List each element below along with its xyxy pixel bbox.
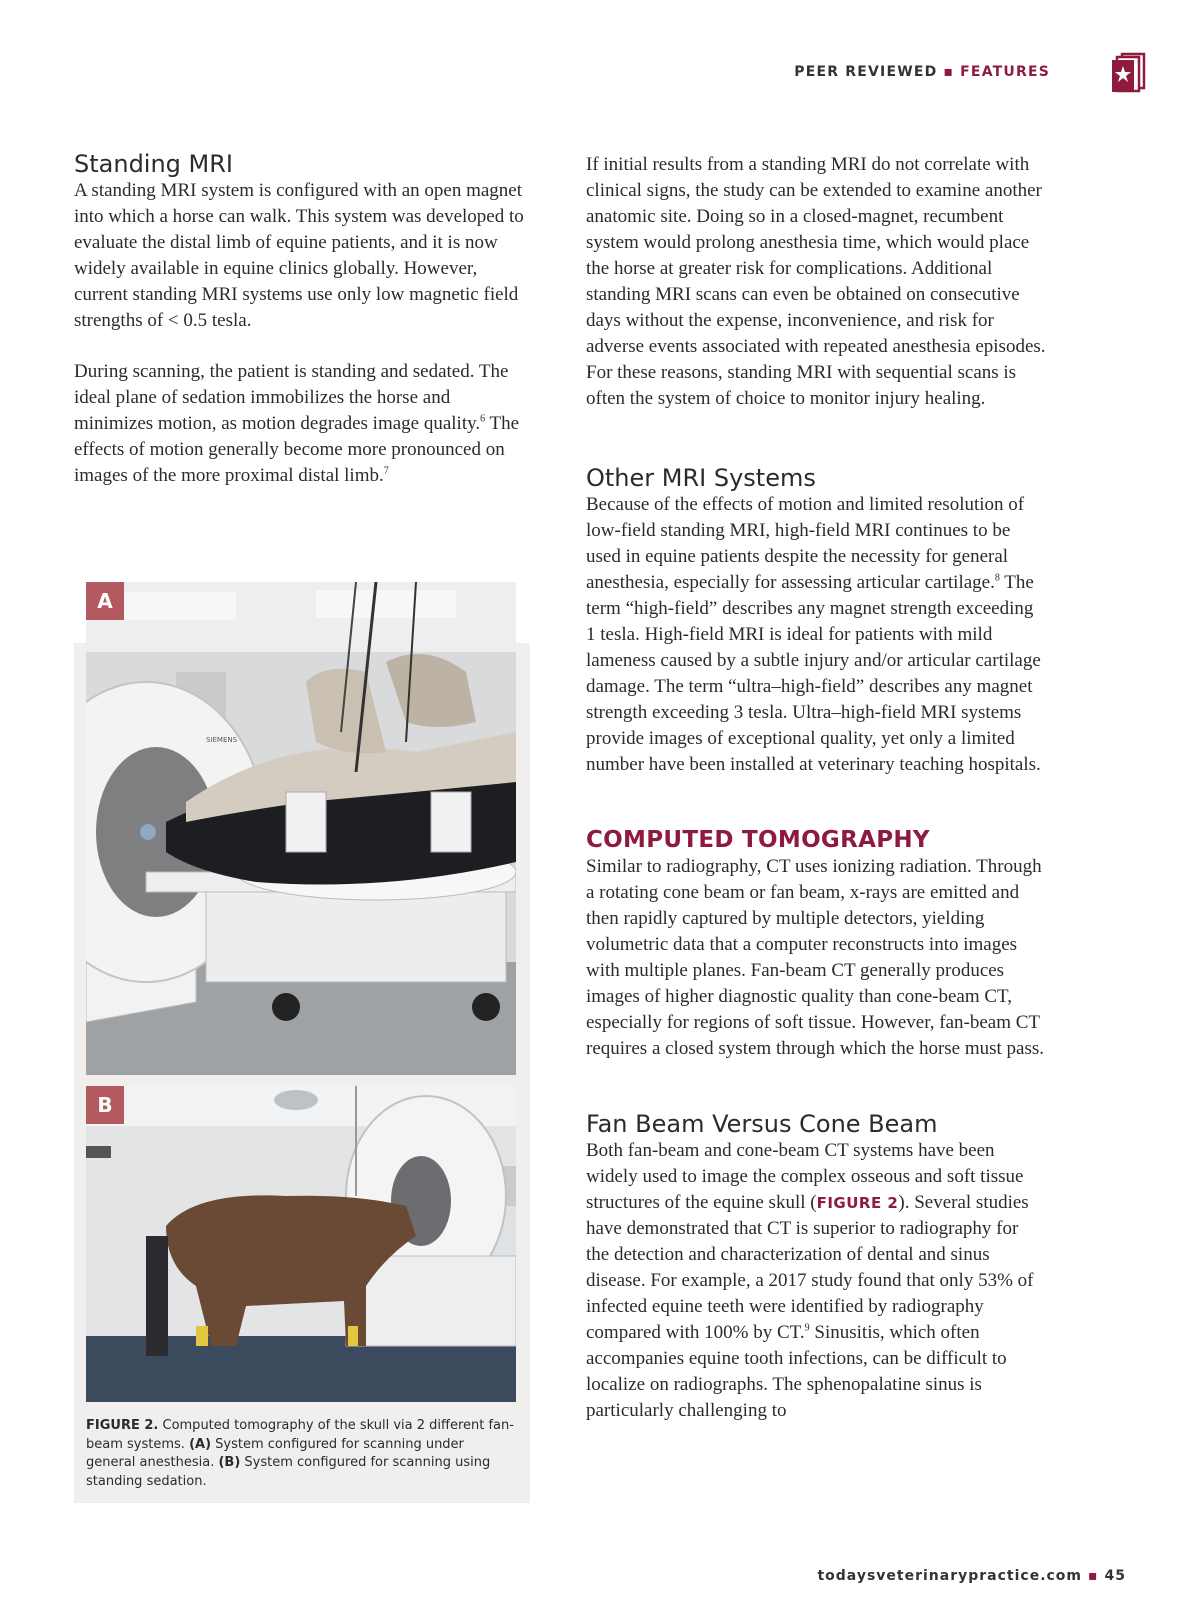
computed-tomography-paragraph: Similar to radiography, CT uses ionizing radiation. Through a rotating cone beam or fan beam, x-rays are emitted and then rapidly captured by multiple detectors, yielding volumetric data that a computer reconstructs into images with multiple planes. Fan-beam CT generally produces images of higher diagnostic quality than cone-beam CT, especially for regions of soft tissue. However, fan-beam CT requires a closed system through which the horse must pass. — [586, 856, 1045, 1059]
figure-2-link[interactable]: FIGURE 2 — [816, 1194, 899, 1212]
footer-site: todaysveterinarypractice.com — [817, 1568, 1083, 1584]
caption-label: FIGURE 2. — [86, 1418, 159, 1433]
page-footer — [817, 1568, 1126, 1584]
fan-vs-cone-heading: Fan Beam Versus Cone Beam — [586, 1110, 938, 1138]
peer-reviewed-book-icon — [1108, 52, 1148, 94]
header-section: PEER REVIEWED — [794, 64, 938, 80]
figure-photo-b — [86, 1086, 516, 1402]
header-category: FEATURES — [960, 64, 1050, 80]
other-mri-heading: Other MRI Systems — [586, 464, 816, 492]
ref-6: 6 — [480, 413, 486, 425]
standing-mri-heading: Standing MRI — [74, 150, 233, 178]
ct-standing-illustration — [86, 1086, 516, 1402]
standing-mri-paragraph-1: A standing MRI system is configured with an open magnet into which a horse can walk. This system was developed to evaluate the distal limb of equine patients, and it is now widely available in equine clinics globally. However, current standing MRI systems use only low magnetic field strengths of < 0.5 tesla. — [74, 180, 524, 331]
ref-8: 8 — [994, 572, 1000, 584]
footer-separator: ▪ — [1088, 1568, 1099, 1584]
right-column — [586, 152, 1046, 1424]
ref-7: 7 — [383, 465, 389, 477]
figure-label-b: B — [86, 1086, 124, 1124]
computed-tomography-heading: COMPUTED TOMOGRAPHY — [586, 827, 930, 853]
fan-vs-cone-paragraph: Both fan-beam and cone-beam CT systems have been widely used to image the complex osseous and soft tissue structures of the equine skull (FIGURE 2). Several studies have demonstrated that CT is superior to radiography for the detection and characterization of dental and sinus disease. For example, a 2017 study found that only 53% of infected equine teeth were identified by radiography compared with 100% by CT.$^9$ Sinusitis, which often accompanies equine tooth infections, can be difficult to localize on radiographs. The sphenopalatine sinus is particularly challenging to — [586, 1140, 1034, 1421]
scanner-brand-text: SIEMENS — [206, 736, 238, 744]
other-mri-paragraph: Because of the effects of motion and limited resolution of low-field standing MRI, high-field MRI continues to be used in equine patients despite the necessity for general anesthesia, especially for assessing articular cartilage.$^8$ The term “high-field” describes any magnet strength exceeding 1 tesla. High-field MRI is ideal for patients with mild lameness caused by a subtle injury and/or articular cartilage damage. The term “ultra–high-field” describes any magnet strength exceeding 3 tesla. Ultra–high-field MRI systems provide images of exceptional quality, yet only a limited number have been installed at veterinary teaching hospitals. — [586, 494, 1041, 775]
ref-9: 9 — [804, 1322, 810, 1334]
standing-mri-continued-paragraph: If initial results from a standing MRI do not correlate with clinical signs, the study can be extended to examine another anatomic site. Doing so in a closed-magnet, recumbent system would prolong anesthesia time, which would place the horse at greater risk for complications. Additional standing MRI scans can even be obtained on consecutive days without the expense, inconvenience, and risk for adverse events associated with repeated anesthesia episodes. For these reasons, standing MRI with sequential scans is often the system of choice to monitor injury healing. — [586, 154, 1046, 409]
page-number: 45 — [1104, 1568, 1126, 1584]
figure-caption: FIGURE 2. Computed tomography of the skull via 2 different fan-beam systems. (A) System configured for scanning under general anesthesia. (B) System configured for scanning using standing sedation. — [86, 1418, 514, 1489]
running-header — [794, 64, 1050, 80]
header-separator: ▪ — [943, 64, 955, 80]
figure-label-a: A — [86, 582, 124, 620]
figure-photo-a — [86, 582, 516, 1075]
ct-anesthesia-illustration — [86, 582, 516, 1075]
standing-mri-paragraph-2: During scanning, the patient is standing and sedated. The ideal plane of sedation immobilizes the horse and minimizes motion, as motion degrades image quality.$^6$ The effects of motion generally become more pronounced on images of the more proximal distal limb.$^7$ — [74, 361, 520, 486]
left-column — [74, 150, 534, 489]
